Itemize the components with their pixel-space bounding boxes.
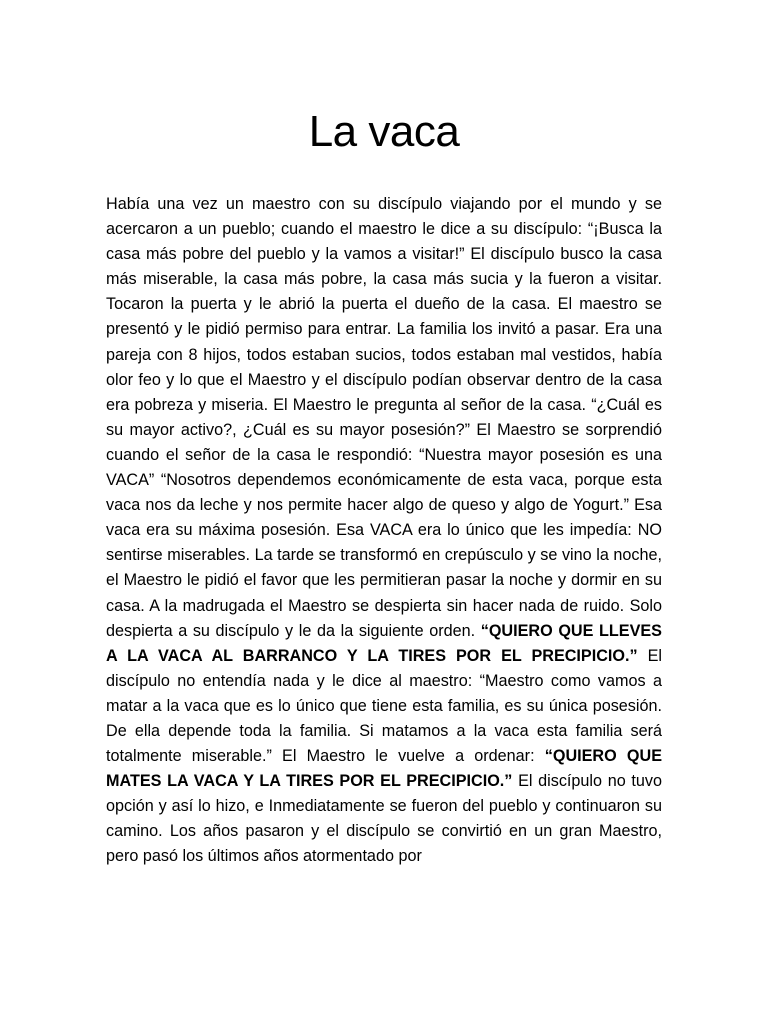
paragraph-text-part-3: El discípulo no tuvo opción y así lo hizo, e Inmediatamente se fueron del pueblo y continuaron su camino. Los años pasaron y el discípulo se convirtió en un gran Maestro, pero pasó los últimos años atormentado por	[106, 772, 662, 866]
story-paragraph	[106, 192, 662, 932]
paragraph-text-part-1: Había una vez un maestro con su discípulo viajando por el mundo y se acercaron a un pueblo; cuando el maestro le dice a su discípulo: “¡Busca la casa más pobre del pueblo y la vamos a visitar!” El discípulo busco la casa más miserable, la casa más pobre, la casa más sucia y la fueron a visitar. Tocaron la puerta y le abrió la puerta el dueño de la casa. El maestro se presentó y le pidió permiso para entrar. La familia los invitó a pasar. Era una pareja con 8 hijos, todos estaban sucios, todos estaban mal vestidos, había olor feo y lo que el Maestro y el discípulo podían observar dentro de la casa era pobreza y miseria. El Maestro le pregunta al señor de la casa. “¿Cuál es su mayor activo?, ¿Cuál es su mayor posesión?” El Maestro se sorprendió cuando el señor de la casa le respondió: “Nuestra mayor posesión es una VACA” “Nosotros dependemos económicamente de esta vaca, porque esta vaca nos da leche y nos permite hacer algo de queso y algo de Yogurt.” Esa vaca era su máxima posesión. Esa VACA era lo único que les impedía: NO sentirse miserables. La tarde se transformó en crepúsculo y se vino la noche, el Maestro le pidió el favor que les permitieran pasar la noche y dormir en su casa. A la madrugada el Maestro se despierta sin hacer nada de ruido. Solo despierta a su discípulo y le da la siguiente orden.	[106, 195, 662, 640]
document-title: La vaca	[308, 107, 460, 156]
paragraph-text-part-2: El discípulo no entendía nada y le dice al maestro: “Maestro como vamos a matar a la vaca que es lo único que tiene esta familia, es su única posesión. De ella depende toda la familia. Si matamos a la vaca esta familia será totalmente miserable.” El Maestro le vuelve a ordenar:	[106, 646, 662, 766]
bold-order-1: “QUIERO QUE LLEVES A LA VACA AL BARRANCO Y LA TIRES POR EL PRECIPICIO.”	[106, 621, 662, 665]
bold-order-2: “QUIERO QUE MATES LA VACA Y LA TIRES POR EL PRECIPICIO.”	[106, 747, 662, 791]
